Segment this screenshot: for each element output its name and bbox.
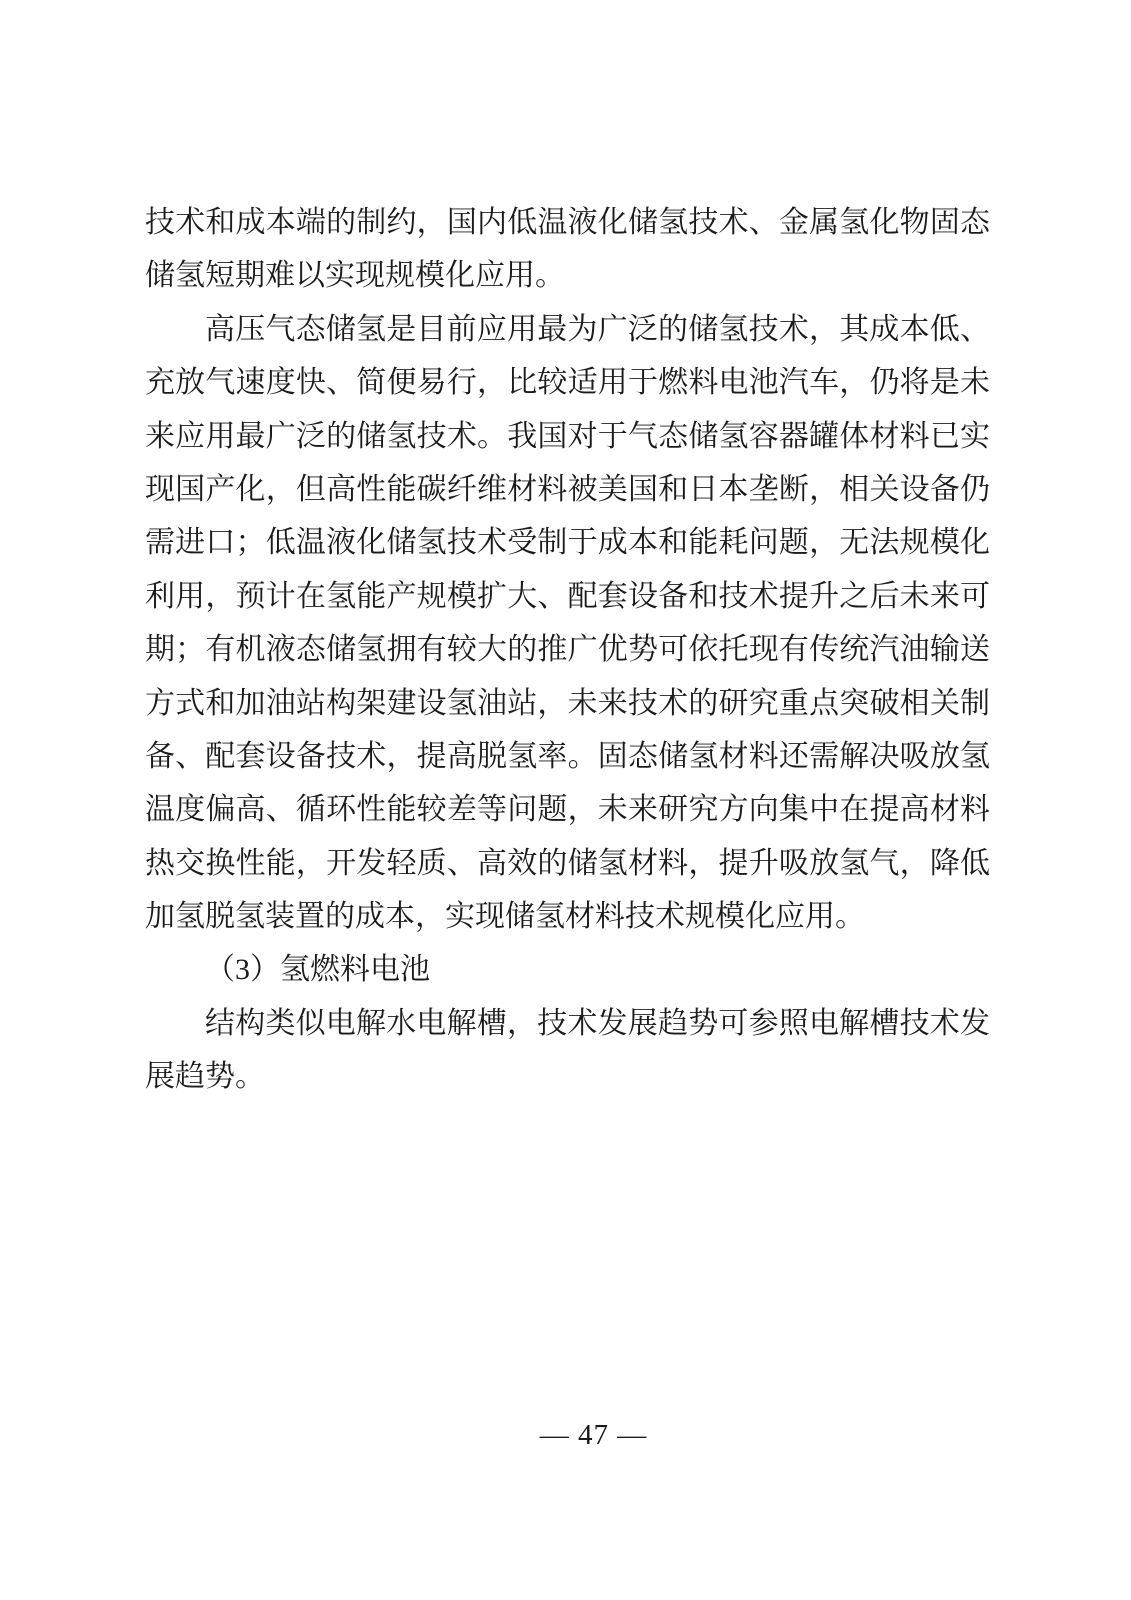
text-block [145, 196, 990, 1104]
heading-fuel-cell [145, 943, 990, 996]
text-line: 来应用最广泛的储氢技术。我国对于气态储氢容器罐体材料已实 [145, 419, 990, 453]
paragraph-fuel-cell [145, 997, 990, 1104]
paragraph-gas-storage [145, 303, 990, 944]
text-line: 备、配套设备技术，提高脱氢率。固态储氢材料还需解决吸放氢 [145, 739, 990, 773]
page-footer [0, 1419, 1131, 1451]
text-line: 展趋势。 [145, 1060, 265, 1094]
text-line: 储氢短期难以实现规模化应用。 [145, 259, 565, 293]
text-line: 结构类似电解水电解槽，技术发展趋势可参照电解槽技术发 [205, 1006, 990, 1040]
section-heading: （3）氢燃料电池 [205, 953, 430, 987]
page-number: — 47 — [539, 1419, 648, 1451]
paragraph-continued [145, 196, 990, 303]
text-line: 需进口；低温液化储氢技术受制于成本和能耗问题，无法规模化 [145, 526, 990, 560]
text-line: 加氢脱氢装置的成本，实现储氢材料技术规模化应用。 [145, 900, 865, 934]
text-line: 温度偏高、循环性能较差等问题，未来研究方向集中在提高材料 [145, 793, 990, 827]
text-line: 热交换性能，开发轻质、高效的储氢材料，提升吸放氢气，降低 [145, 846, 990, 880]
text-line: 高压气态储氢是目前应用最为广泛的储氢技术，其成本低、 [205, 312, 990, 346]
text-line: 利用，预计在氢能产规模扩大、配套设备和技术提升之后未来可 [145, 579, 990, 613]
text-line: 方式和加油站构架建设氢油站，未来技术的研究重点突破相关制 [145, 686, 990, 720]
text-line: 技术和成本端的制约，国内低温液化储氢技术、金属氢化物固态 [145, 206, 990, 239]
text-line: 现国产化，但高性能碳纤维材料被美国和日本垄断，相关设备仍 [145, 472, 990, 506]
text-line: 充放气速度快、简便易行，比较适用于燃料电池汽车，仍将是未 [145, 366, 990, 400]
text-line: 期；有机液态储氢拥有较大的推广优势可依托现有传统汽油输送 [145, 633, 990, 667]
